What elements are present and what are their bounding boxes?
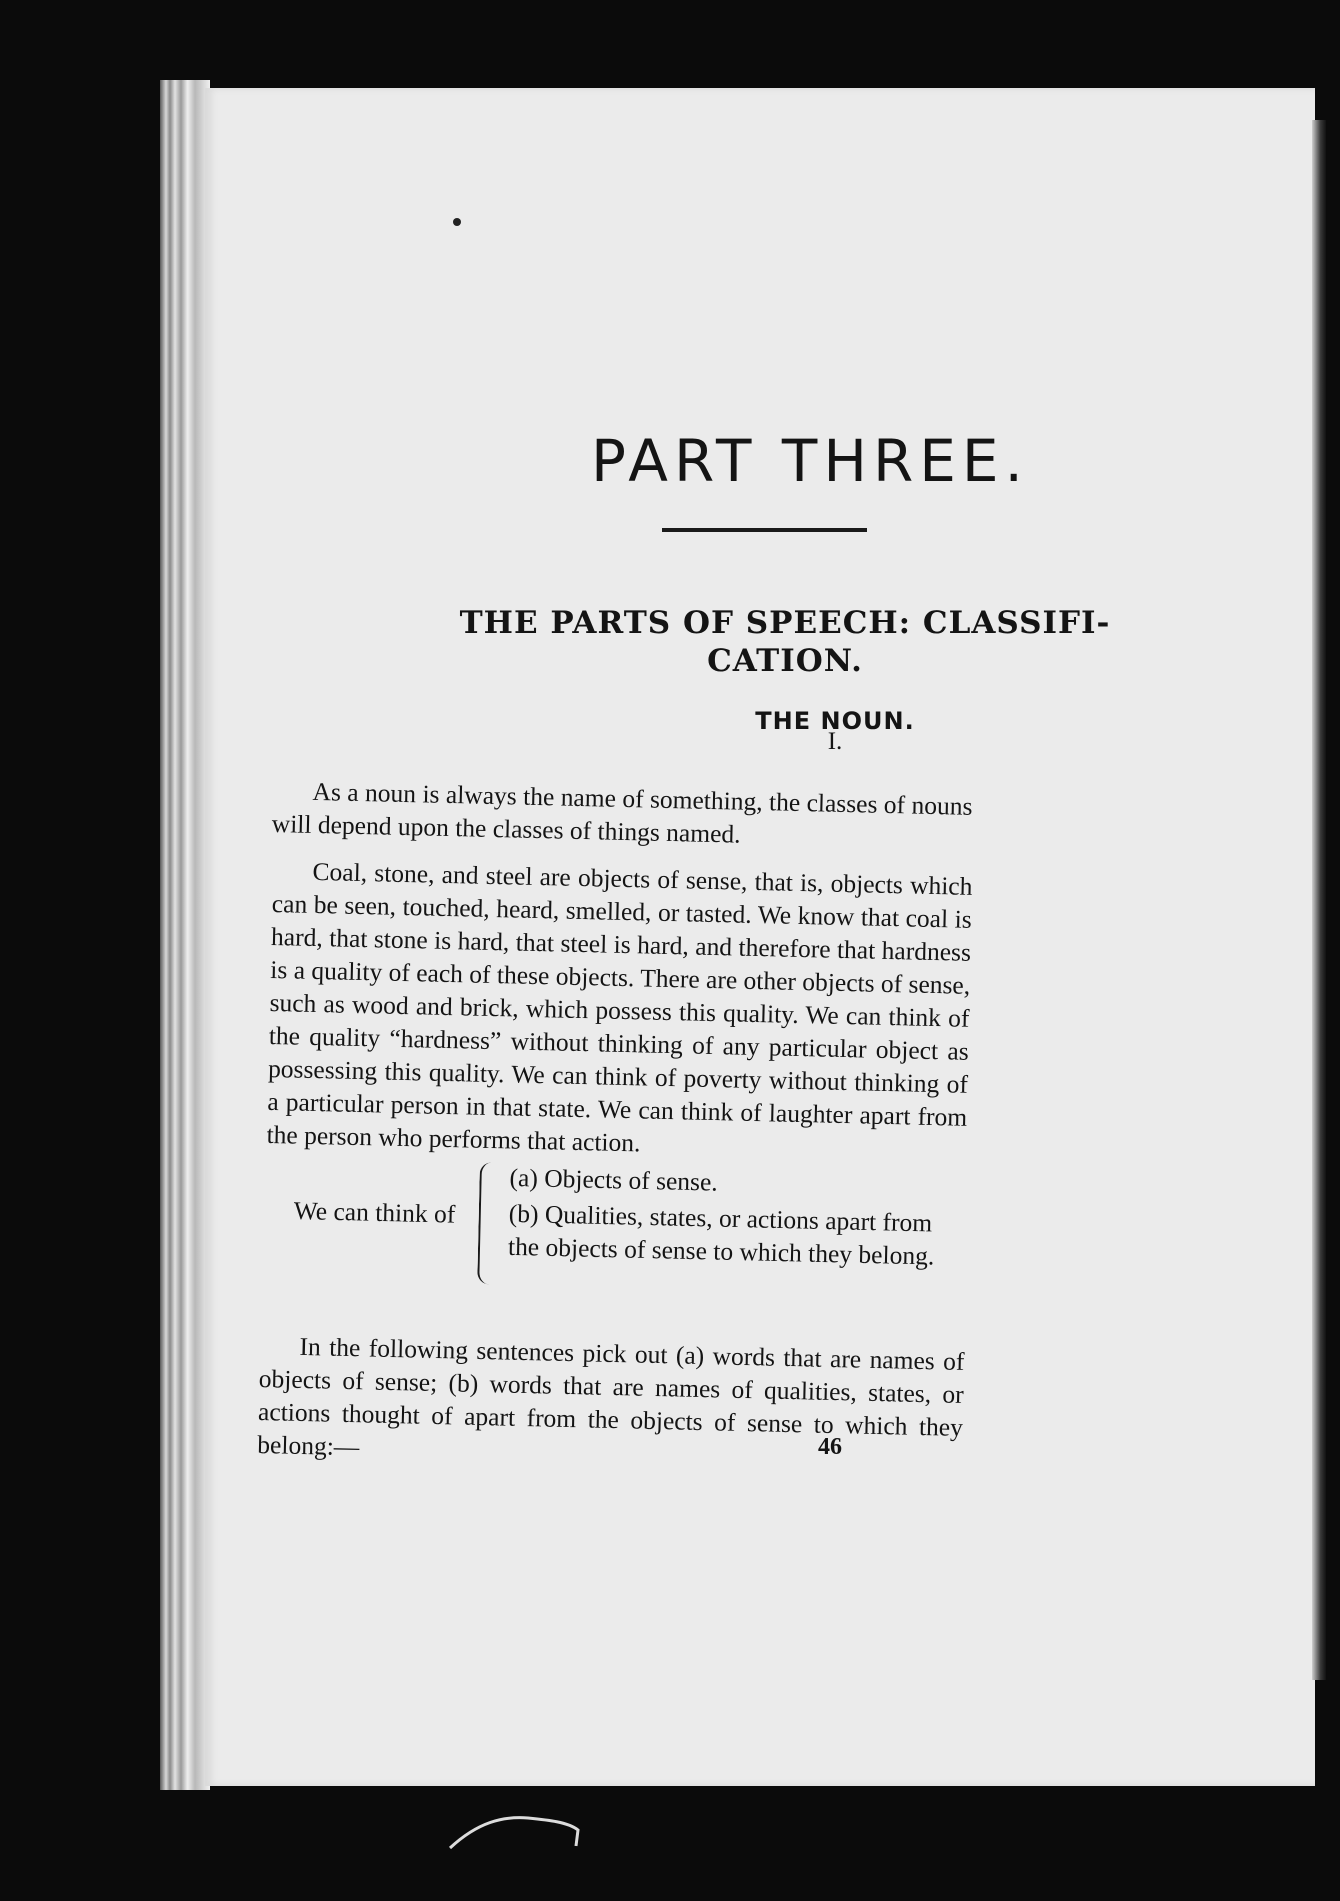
ink-speck [453, 218, 461, 226]
think-of-item-a: (a) Objects of sense. [509, 1162, 719, 1197]
part-title: PART THREE. [591, 426, 1029, 495]
paragraph-2: Coal, stone, and steel are objects of sense, that is, objects which can be seen, touched, heard, smelled, or tasted. We know that coal is hard, that stone is hard, that steel is hard, and therefore that hardness is a quality of each of these objects. There are other objects of sense, such as wood and brick, which possess this quality. We can think of the quality “hardness” without thinking of any particular object as possessing this quality. We can think of poverty without thinking of a particular person in that state. We can think of laughter apart from the person who performs that action. [266, 856, 973, 1157]
section-heading: THE PARTS OF SPEECH: CLASSIFI-CATION. [459, 604, 1111, 679]
think-of-lead: We can think of [293, 1195, 456, 1229]
paragraph-1: As a noun is always the name of something, the classes of nouns will depend upon the classes of things named. [271, 776, 973, 849]
book-spine-edge [160, 80, 210, 1790]
page-number: 46 [818, 1434, 842, 1460]
brace-icon [477, 1162, 496, 1284]
stray-thread-icon [448, 1812, 588, 1852]
paragraph-3: In the following sentences pick out (a) words that are names of objects of sense; (b) words that are names of qualities, states, or actions thought of apart from the objects of sense to which they belong:— [257, 1331, 965, 1461]
book-page [205, 88, 1315, 1786]
section-numeral: I. [827, 728, 843, 755]
think-of-item-b: (b) Qualities, states, or actions apart from the objects of sense to which they belong. [507, 1198, 935, 1271]
sub-heading: THE NOUN. [755, 707, 915, 735]
think-of-list [292, 1158, 985, 1304]
title-rule [662, 528, 867, 532]
page-right-edge [1312, 120, 1326, 1680]
